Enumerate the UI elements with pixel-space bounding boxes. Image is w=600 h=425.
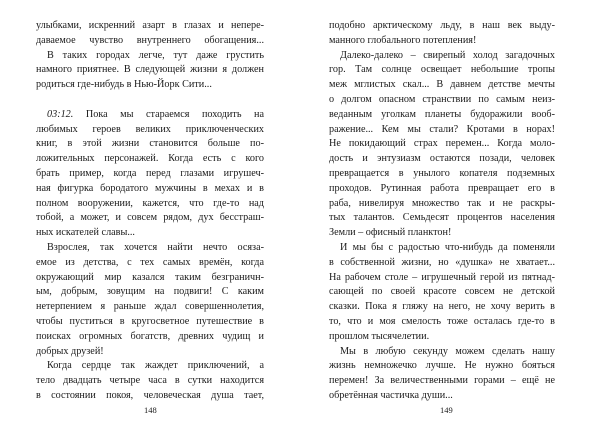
text-line: о долгом опасном странствии по самым неиз- — [329, 93, 555, 105]
text-line: веданным уголкам планеты будоражили вооб- — [329, 108, 555, 120]
text-line: добрых друзей! — [36, 345, 104, 357]
text-line: Взрослея, так хочется найти нечто осяза- — [47, 241, 264, 253]
text-line: Когда сердце так жаждет приключений, а — [47, 360, 264, 372]
text-line: И мы бы с радостью что-нибудь да поменяли — [340, 241, 555, 253]
text-line: Далеко-далеко – свирепый холод загадочных — [340, 49, 555, 61]
paragraph-gap — [36, 93, 264, 108]
text-line: нетерпением я раньше ждал совершеннолетия, — [36, 301, 264, 313]
text-line: прошлом тысячелетии. — [329, 330, 430, 342]
text-line: емое из детства, с тех самых времён, когда — [36, 256, 264, 268]
text-line: тобой, а может, и совсем рядом, дух бесстраш- — [36, 212, 264, 224]
text-line: ложительных персонажей. Когда есть с кого — [36, 153, 264, 165]
text-line: родиться где-нибудь в Нью-Йорк Сити... — [36, 79, 212, 91]
text-fragment: Пока мы стараемся походить на — [73, 108, 264, 120]
right-page — [329, 19, 555, 404]
text-line: ражение... Кем мы стали? Кротами в норах! — [329, 123, 555, 135]
text-line: сказки. Пока я гляжу на него, не хочу верить в — [329, 301, 555, 313]
text-line: Не покидающий страх перемен... Когда моло- — [329, 138, 555, 150]
page-number: 148 — [144, 405, 157, 415]
text-line: книг, в этой жизни становится больше по- — [36, 138, 264, 150]
text-line: раба, нивелируя множество так и не раскры- — [329, 197, 555, 209]
text-line: в состоянии покоя, человеческая душа тает, — [36, 389, 264, 401]
text-line: даваемое чувство внутреннего обогащения... — [36, 34, 264, 46]
text-line: проходов. Рутинная работа превращает его в — [329, 182, 555, 194]
text-line: ная фигурка бородатого мужчины в мехах и в — [36, 182, 264, 194]
text-line: меж мглистых скал... В давнем детстве мечты — [329, 79, 555, 91]
text-line: дость и энтузиазм остаются позади, человек — [329, 153, 555, 165]
text-line: манного глобального потепления! — [329, 34, 477, 46]
text-line: любимых героев великих приключенческих — [36, 123, 264, 135]
text-line: гор. Там солнце освещает небольшие тропы — [329, 64, 555, 76]
text-line: брать пример, когда перед глазами игрушеч- — [36, 167, 264, 179]
text-line: превращается в унылого копателя подземных — [329, 167, 555, 179]
text-line: окружающий мир казался таким безграничн- — [36, 271, 264, 283]
text-line: подобно арктическому льду, в наш век выду- — [329, 20, 555, 31]
text-line: в собственной жизни, но «душка» не хватает... — [329, 256, 555, 268]
text-line: то, что и моя смелость тоже осталась где-то в — [329, 315, 555, 327]
text-line: тело двадцать четыре часа в сутки находится — [36, 375, 264, 387]
text-line: полном вооружении, кажется, что где-то над — [36, 197, 264, 209]
page-number: 149 — [440, 405, 453, 415]
text-line: В таких городах легче, тут даже грустить — [47, 49, 264, 61]
text-line: Мы в любую секунду можем сделать нашу — [340, 345, 555, 357]
text-line: сающей по своей красоте совсем не детской — [329, 286, 555, 298]
text-line: ым, добрым, зовущим на подвиги! С каким — [36, 286, 264, 298]
timestamp: 03:12. — [47, 108, 74, 120]
text-line: намного приятнее. В следующей жизни я должен — [36, 64, 264, 76]
text-line: ных искателей славы... — [36, 227, 135, 239]
text-line: На рабочем столе – игрушечный герой из пятнад- — [329, 271, 555, 283]
left-page — [36, 19, 264, 404]
text-line: Земли – офисный планктон! — [329, 227, 452, 239]
text-line: тых талантов. Семьдесят процентов населения — [329, 212, 555, 224]
text-line: перемен! За величественными горами – ещё не — [329, 375, 555, 387]
text-line: обретённая частичка души... — [329, 389, 453, 401]
text-line: улыбками, искренний азарт в глазах и непере- — [36, 20, 264, 31]
text-line: жизнь немножечко лучше. Не нужно бояться — [329, 360, 555, 372]
text-line: поисках огромных богатств, древних чудищ и — [36, 330, 264, 342]
text-line: чтобы пуститься в кругосветное путешествие в — [36, 315, 264, 327]
text-line-with-timestamp — [36, 108, 264, 123]
